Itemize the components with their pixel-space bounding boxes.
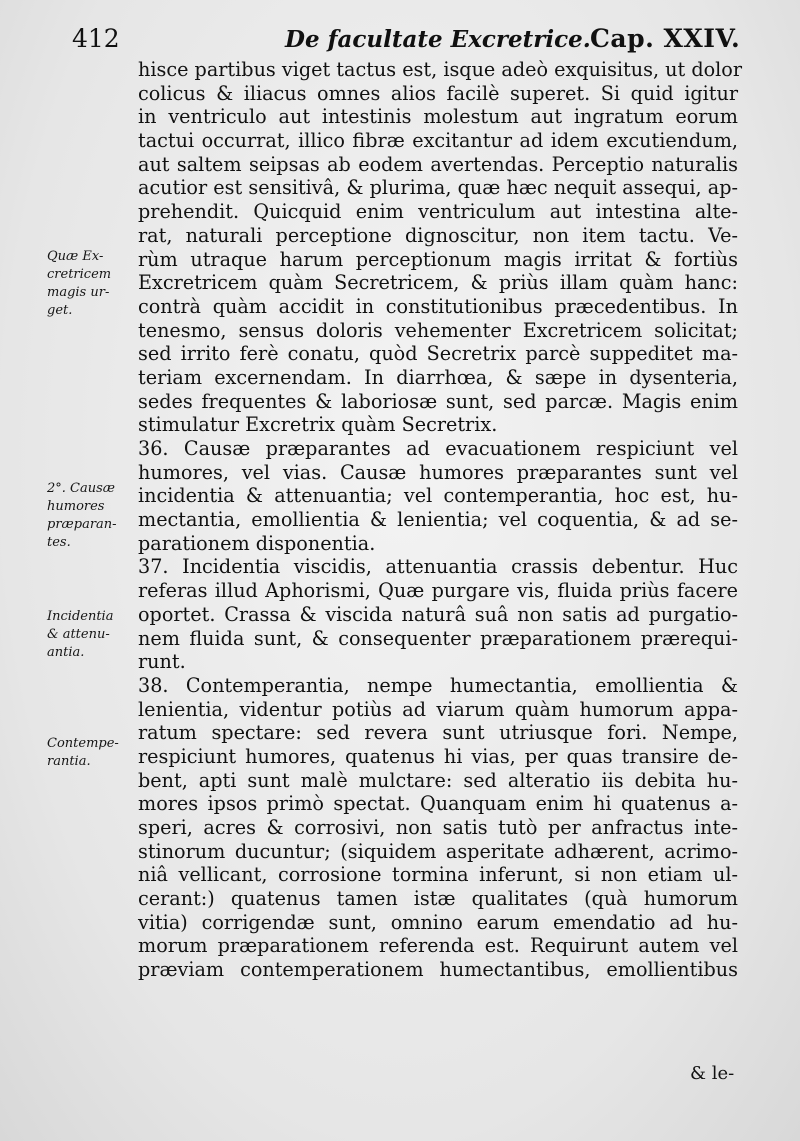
text-line: colicus & iliacus omnes alios facilè superet. Si quid igitur — [138, 81, 738, 105]
text-line: contrà quàm accidit in constitutionibus præcedentibus. In — [138, 294, 738, 318]
text-line: Excretricem quàm Secretricem, & priùs illam quàm hanc: — [138, 271, 738, 295]
marginal-note-causae — [47, 480, 137, 552]
text-line: incidentia & attenuantia; vel contemperantia, hoc est, hu- — [138, 484, 738, 508]
text-line: teriam excernendam. In diarrhœa, & sæpe in dysenteria, — [138, 365, 738, 389]
text-line: mores ipsos primò spectat. Quanquam enim hi quatenus a- — [138, 792, 738, 816]
text-line: tenesmo, sensus doloris vehementer Excretricem solicitat; — [138, 318, 738, 342]
text-line: rùm utraque harum perceptionum magis irritat & fortiùs — [138, 247, 738, 271]
text-line: prehendit. Quicquid enim ventriculum aut intestina alte- — [138, 200, 738, 224]
text-line: 36. Causæ præparantes ad evacuationem respiciunt vel — [138, 437, 738, 460]
marginal-note-incidentia — [47, 608, 137, 662]
running-head — [0, 18, 800, 58]
text-line: lenientia, videntur potiùs ad viarum quàm humorum appa- — [138, 697, 738, 721]
text-line: runt. — [138, 650, 186, 674]
text-line: 38. Contemperantia, nempe humectantia, emollientia & — [138, 673, 738, 697]
text-line: niâ vellicant, corrosione tormina inferunt, si non etiam ul- — [138, 863, 738, 887]
chapter-number: Cap. XXIV. — [590, 24, 741, 53]
marginal-line: tes. — [47, 535, 71, 550]
marginal-line: præparan- — [47, 517, 117, 532]
body-text — [138, 58, 743, 982]
text-line: mectantia, emollientia & lenientia; vel coquentia, & ad se- — [138, 508, 738, 532]
text-line: stinorum ducuntur; (siquidem asperitate adhærent, acrimo- — [138, 839, 738, 863]
marginal-note-contemperantia — [47, 735, 137, 771]
text-line: speri, acres & corrosivi, non satis tutò per anfractus inte- — [138, 816, 738, 839]
text-line: rat, naturali perceptione dignoscitur, non item tactu. Ve- — [138, 223, 738, 247]
text-line: bent, apti sunt malè mulctare: sed alteratio iis debita hu- — [138, 768, 738, 792]
text-line: sed irrito ferè conatu, quòd Secretrix parcè suppeditet ma- — [138, 342, 738, 366]
text-line: nem fluida sunt, & consequenter præparationem prærequi- — [138, 626, 738, 650]
marginal-line: rantia. — [47, 754, 91, 769]
text-line: stimulatur Excretrix quàm Secretrix. — [138, 413, 498, 437]
text-line: respiciunt humores, quatenus hi vias, per quas transire de- — [138, 744, 738, 768]
marginal-line: Contempe- — [47, 736, 119, 751]
text-line: 37. Incidentia viscidis, attenuantia crassis debentur. Huc — [138, 555, 738, 579]
marginal-line: get. — [47, 303, 73, 318]
text-line: referas illud Aphorismi, Quæ purgare vis, fluida priùs facere — [138, 579, 738, 603]
chapter-title: De facultate Excretrice. — [285, 26, 591, 53]
page-number: 412 — [72, 24, 120, 53]
text-line: acutior est sensitivâ, & plurima, quæ hæc nequit assequi, ap- — [138, 176, 738, 200]
text-line: tactui occurrat, illico fibræ excitantur ad idem excutiendum, — [138, 129, 738, 153]
marginal-line: & attenu- — [47, 627, 110, 642]
marginal-line: antia. — [47, 645, 85, 660]
text-line: oportet. Crassa & viscida naturâ suâ non satis ad purgatio- — [138, 602, 738, 626]
text-line: humores, vel vias. Causæ humores præparantes sunt vel — [138, 460, 738, 484]
text-line: aut saltem seipsas ab eodem avertendas. Perceptio naturalis — [138, 152, 738, 176]
text-line: in ventriculo aut intestinis molestum aut ingratum eorum — [138, 105, 738, 129]
text-line: parationem disponentia. — [138, 531, 376, 555]
text-line: vitia) corrigendæ sunt, omnino earum emendatio ad hu- — [138, 910, 738, 934]
catchword: & le- — [690, 1063, 735, 1084]
marginal-line: 2°. Causæ — [47, 481, 115, 496]
text-line: sedes frequentes & laboriosæ sunt, sed parcæ. Magis enim — [138, 389, 738, 413]
marginal-line: humores — [47, 499, 105, 514]
marginal-line: magis ur- — [47, 285, 110, 300]
marginal-line: Incidentia — [47, 609, 114, 624]
text-line: cerant:) quatenus tamen istæ qualitates (quà humorum — [138, 887, 738, 911]
marginal-note-excretrix — [47, 248, 137, 320]
text-line: hisce partibus viget tactus est, isque adeò exquisitus, ut dolor — [138, 58, 743, 81]
text-line: ratum spectare: sed revera sunt utriusque fori. Nempe, — [138, 721, 738, 745]
marginal-line: cretricem — [47, 267, 112, 282]
text-line: præviam contemperationem humectantibus, emollientibus — [138, 958, 738, 982]
marginal-line: Quæ Ex- — [47, 249, 104, 264]
text-line: morum præparationem referenda est. Requirunt autem vel — [138, 934, 738, 958]
